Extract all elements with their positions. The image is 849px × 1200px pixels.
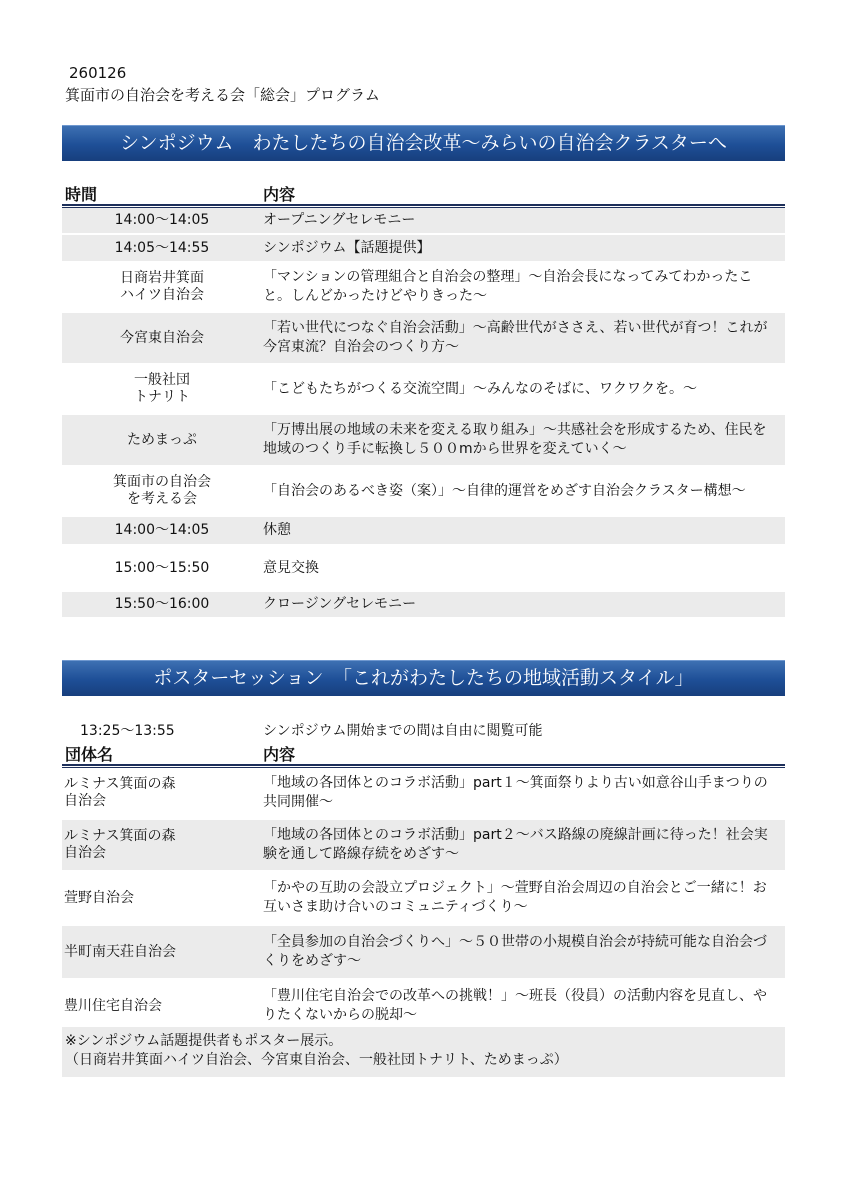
row-time: 今宮東自治会 <box>120 329 204 346</box>
symposium-table <box>62 180 785 619</box>
row-time: 15:50～16:00 <box>114 596 210 612</box>
header-org: 団体名 <box>65 745 114 764</box>
table-row <box>62 415 785 467</box>
row-org: ルミナス箕面の森 自治会 <box>64 776 176 809</box>
table-row <box>62 926 785 980</box>
poster-time-row <box>62 718 785 740</box>
row-content: クロージングセレモニー <box>263 596 417 612</box>
table-row <box>62 263 785 313</box>
table-row <box>62 467 785 517</box>
row-time: 14:00～14:05 <box>114 522 210 538</box>
poster-table-header <box>62 740 785 764</box>
row-content: 「かやの互助の会設立プロジェクト」～萱野自治会周辺の自治会とご一緒に！お互いさま助け合いのコミュニティづくり～ <box>263 880 767 915</box>
row-content: 「地域の各団体とのコラボ活動」part１～箕面祭りより古い如意谷山手まつりの共同開催～ <box>263 775 768 810</box>
row-content: 「万博出展の地域の未来を変える取り組み」～共感社会を形成するため、住民を地域のつくり手に転換し５００mから世界を変えていく～ <box>263 422 767 457</box>
table-row <box>62 235 785 263</box>
table-row <box>62 980 785 1034</box>
row-org: 半町南天荘自治会 <box>64 943 176 960</box>
table-row <box>62 872 785 926</box>
table-row <box>62 768 785 820</box>
header-content: 内容 <box>263 745 296 764</box>
poster-table <box>62 740 785 1034</box>
row-time: 14:05～14:55 <box>114 239 210 256</box>
row-content: シンポジウム【話題提供】 <box>263 239 431 256</box>
poster-note <box>62 1027 785 1077</box>
symposium-banner: シンポジウム わたしたちの自治会改革～みらいの自治会クラスターへ <box>62 125 785 161</box>
table-row <box>62 365 785 415</box>
table-row <box>62 313 785 365</box>
row-content: 「自治会のあるべき姿（案）」～自律的運営をめざす自治会クラスター構想～ <box>263 482 746 499</box>
row-org: 萱野自治会 <box>64 889 134 906</box>
table-row <box>62 546 785 592</box>
table-row <box>62 517 785 546</box>
row-content: 「こどもたちがつくる交流空間」～みんなのそばに、ワクワクを。～ <box>263 380 697 397</box>
row-content: 「若い世代につなぐ自治会活動」～高齢世代がささえ、若い世代が育つ！これが今宮東流？自治会のつくり方～ <box>263 320 768 355</box>
row-content: 「地域の各団体とのコラボ活動」part２～バス路線の廃線計画に待った！社会実験を通して路線存続をめざす～ <box>263 827 768 862</box>
table-row <box>62 592 785 619</box>
row-time: 箕面市の自治会 を考える会 <box>113 474 211 507</box>
table-row <box>62 208 785 235</box>
row-content: 「豊川住宅自治会での改革への挑戦！」～班長（役員）の活動内容を見直し、やりたくないからの脱却～ <box>263 988 767 1023</box>
row-content: 意見交換 <box>263 559 319 576</box>
header-time: 時間 <box>65 185 98 204</box>
row-content: 「全員参加の自治会づくりへ」～５０世帯の小規模自治会が持続可能な自治会づくりをめざす～ <box>263 934 767 969</box>
row-time: 14:00～14:05 <box>114 212 210 228</box>
document-header <box>65 62 380 106</box>
row-time: ためまっぷ <box>127 431 197 448</box>
document-code: 260126 <box>69 64 127 82</box>
row-content: オープニングセレモニー <box>263 212 416 228</box>
poster-time: 13:25～13:55 <box>80 723 175 739</box>
header-content: 内容 <box>263 185 296 204</box>
row-time: 15:00～15:50 <box>114 559 210 576</box>
row-org: ルミナス箕面の森 自治会 <box>64 828 176 861</box>
table-row <box>62 820 785 872</box>
poster-note-line2: （日商岩井箕面ハイツ自治会、今宮東自治会、一般社団トナリト、ためまっぷ） <box>65 1052 568 1068</box>
row-content: 「マンションの管理組合と自治会の整理」～自治会長になってみてわかったこと。しんどかったけどやりきった～ <box>263 269 753 304</box>
poster-time-description: シンポジウム開始までの間は自由に閲覧可能 <box>263 723 543 739</box>
row-content: 休憩 <box>263 522 291 538</box>
row-time: 日商岩井箕面 ハイツ自治会 <box>120 270 204 303</box>
symposium-table-header <box>62 180 785 204</box>
row-time: 一般社団 トナリト <box>134 372 190 405</box>
poster-note-line1: ※シンポジウム話題提供者もポスター展示。 <box>65 1033 343 1049</box>
document-title: 箕面市の自治会を考える会「総会」プログラム <box>65 86 380 104</box>
row-org: 豊川住宅自治会 <box>64 997 162 1014</box>
poster-banner: ポスターセッション 「これがわたしたちの地域活動スタイル」 <box>62 660 785 696</box>
